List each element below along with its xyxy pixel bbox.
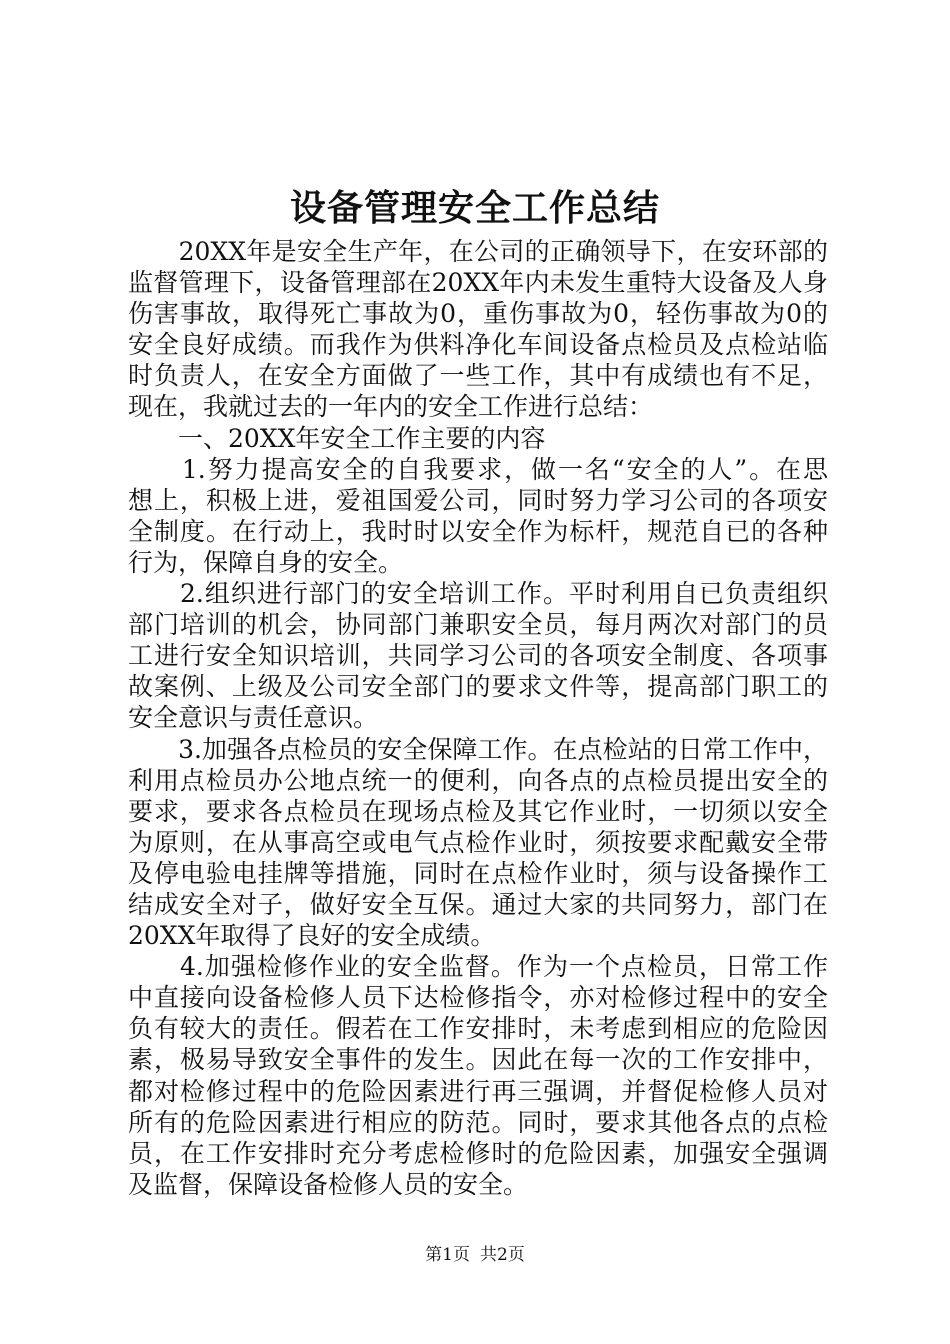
body-line: 都对检修过程中的危险因素进行再三强调，并督促检修人员对 (128, 1076, 828, 1106)
document-title: 设备管理安全工作总结 (289, 187, 660, 229)
body-line: 利用点检员办公地点统一的便利，向各点的点检员提出安全的 (128, 765, 828, 795)
body-line: 及停电验电挂牌等措施，同时在点检作业时，须与设备操作工 (128, 858, 828, 888)
body-line: 结成安全对子，做好安全互保。通过大家的共同努力，部门在 (128, 889, 828, 919)
body-line: 一、20XX年安全工作主要的内容 (128, 423, 546, 453)
body-line: 2.组织进行部门的安全培训工作。平时利用自已负责组织 (128, 579, 828, 609)
body-line: 20XX年是安全生产年，在公司的正确领导下，在安环部的 (128, 237, 828, 266)
body-line: 中直接向设备检修人员下达检修指令，亦对检修过程中的安全 (128, 983, 828, 1013)
page-total: 共2页 (480, 1245, 525, 1265)
body-line: 1.努力提高安全的自我要求，做一名“安全的人”。在思 (128, 454, 828, 484)
body-line: 要求，要求各点检员在现场点检及其它作业时，一切须以安全 (128, 796, 828, 826)
document-body (128, 236, 828, 1200)
body-line: 全制度。在行动上，我时时以安全作为标杆，规范自已的各种 (128, 516, 828, 546)
body-line: 行为，保障自身的安全。 (128, 547, 404, 577)
page-number: 第1页 (425, 1245, 470, 1265)
body-line: 现在，我就过去的一年内的安全工作进行总结： (128, 392, 654, 422)
body-line: 伤害事故，取得死亡事故为0，重伤事故为0，轻伤事故为0的 (128, 299, 828, 329)
body-line: 安全良好成绩。而我作为供料净化车间设备点检员及点检站临 (128, 330, 828, 360)
body-line: 所有的危险因素进行相应的防范。同时，要求其他各点的点检 (128, 1107, 828, 1137)
body-line: 素，极易导致安全事件的发生。因此在每一次的工作安排中， (128, 1045, 828, 1075)
body-line: 为原则，在从事高空或电气点检作业时，须按要求配戴安全带 (128, 827, 828, 857)
body-line: 安全意识与责任意识。 (128, 703, 379, 733)
body-line: 故案例、上级及公司安全部门的要求文件等，提高部门职工的 (128, 672, 828, 702)
body-line: 工进行安全知识培训，共同学习公司的各项安全制度、各项事 (128, 641, 828, 671)
body-line: 时负责人，在安全方面做了一些工作，其中有成绩也有不足， (128, 361, 828, 391)
body-line: 4.加强检修作业的安全监督。作为一个点检员，日常工作 (128, 952, 828, 982)
body-line: 想上，积极上进，爱祖国爱公司，同时努力学习公司的各项安 (128, 485, 828, 515)
page-footer (0, 1244, 950, 1266)
body-line: 监督管理下，设备管理部在20XX年内未发生重特大设备及人身 (128, 268, 828, 298)
body-line: 20XX年取得了良好的安全成绩。 (128, 921, 496, 951)
body-line: 3.加强各点检员的安全保障工作。在点检站的日常工作中， (128, 734, 828, 764)
body-line: 负有较大的责任。假若在工作安排时，未考虑到相应的危险因 (128, 1014, 828, 1044)
body-line: 部门培训的机会，协同部门兼职安全员，每月两次对部门的员 (128, 610, 828, 640)
body-line: 及监督，保障设备检修人员的安全。 (128, 1169, 529, 1199)
body-line: 员，在工作安排时充分考虑检修时的危险因素，加强安全强调 (128, 1138, 828, 1168)
